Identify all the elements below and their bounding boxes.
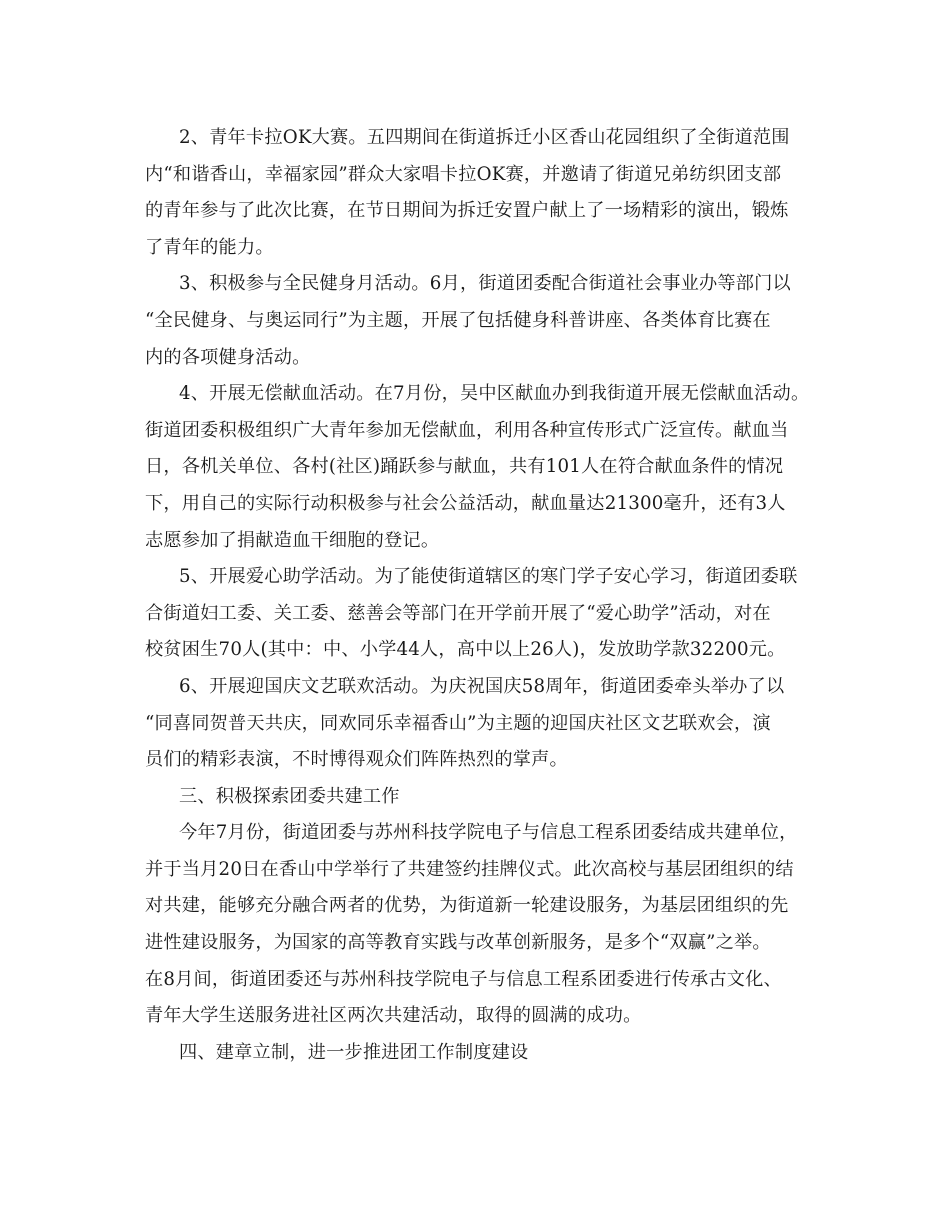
text-line: “同喜同贺普天共庆，同欢同乐幸福香山”为主题的迎国庆社区文艺联欢会，演	[145, 712, 771, 734]
text-line: 4、开展无偿献血活动。在7月份，吴中区献血办到我街道开展无偿献血活动。	[179, 383, 810, 405]
text-line: 3、积极参与全民健身月活动。6月，街道团委配合街道社会事业办等部门以	[179, 273, 791, 295]
text-line: 6、开展迎国庆文艺联欢活动。为庆祝国庆58周年，街道团委牵头举办了以	[179, 675, 785, 697]
text-line: 在8月间，街道团委还与苏州科技学院电子与信息工程系团委进行传承古文化、	[145, 968, 782, 990]
text-line: 对共建，能够充分融合两者的优势，为街道新一轮建设服务，为基层团组织的先	[145, 895, 789, 917]
text-line: 今年7月份，街道团委与苏州科技学院电子与信息工程系团委结成共建单位，	[179, 822, 798, 844]
text-line: 下，用自己的实际行动积极参与社会公益活动，献血量达21300毫升，还有3人	[145, 492, 786, 514]
text-line: 的青年参与了此次比赛，在节日期间为拆迁安置户献上了一场精彩的演出，锻炼	[145, 200, 789, 222]
text-line: “全民健身、与奥运同行”为主题，开展了包括健身科普讲座、各类体育比赛在	[145, 309, 771, 331]
document-body	[145, 120, 815, 1071]
text-line: 青年大学生送服务进社区两次共建活动，取得的圆满的成功。	[145, 1005, 642, 1027]
text-line: 日，各机关单位、各村(社区)踊跃参与献血，共有101人在符合献血条件的情况	[145, 456, 784, 478]
section-heading: 三、积极探索团委共建工作	[179, 785, 400, 807]
text-line: 合街道妇工委、关工委、慈善会等部门在开学前开展了“爱心助学”活动，对在	[145, 602, 771, 624]
text-line: 员们的精彩表演，不时博得观众们阵阵热烈的掌声。	[145, 749, 568, 771]
text-line: 进性建设服务，为国家的高等教育实践与改革创新服务，是多个“双赢”之举。	[145, 932, 771, 954]
text-line: 内“和谐香山，幸福家园”群众大家唱卡拉OK赛，并邀请了街道兄弟纺织团支部	[145, 163, 782, 185]
text-line: 校贫困生70人(其中：中、小学44人，高中以上26人)，发放助学款32200元。	[145, 639, 786, 661]
text-line: 内的各项健身活动。	[145, 346, 311, 368]
text-line: 并于当月20日在香山中学举行了共建签约挂牌仪式。此次高校与基层团组织的结	[145, 858, 794, 880]
text-line: 2、青年卡拉OK大赛。五四期间在街道拆迁小区香山花园组织了全街道范围	[179, 127, 790, 148]
section-heading: 四、建章立制，进一步推进团工作制度建设	[179, 1041, 529, 1063]
text-line: 了青年的能力。	[145, 236, 274, 258]
text-line: 志愿参加了捐献造血干细胞的登记。	[145, 529, 440, 551]
text-line: 街道团委积极组织广大青年参加无偿献血，利用各种宣传形式广泛宣传。献血当	[145, 419, 789, 441]
text-line: 5、开展爱心助学活动。为了能使街道辖区的寒门学子安心学习，街道团委联	[179, 566, 798, 588]
